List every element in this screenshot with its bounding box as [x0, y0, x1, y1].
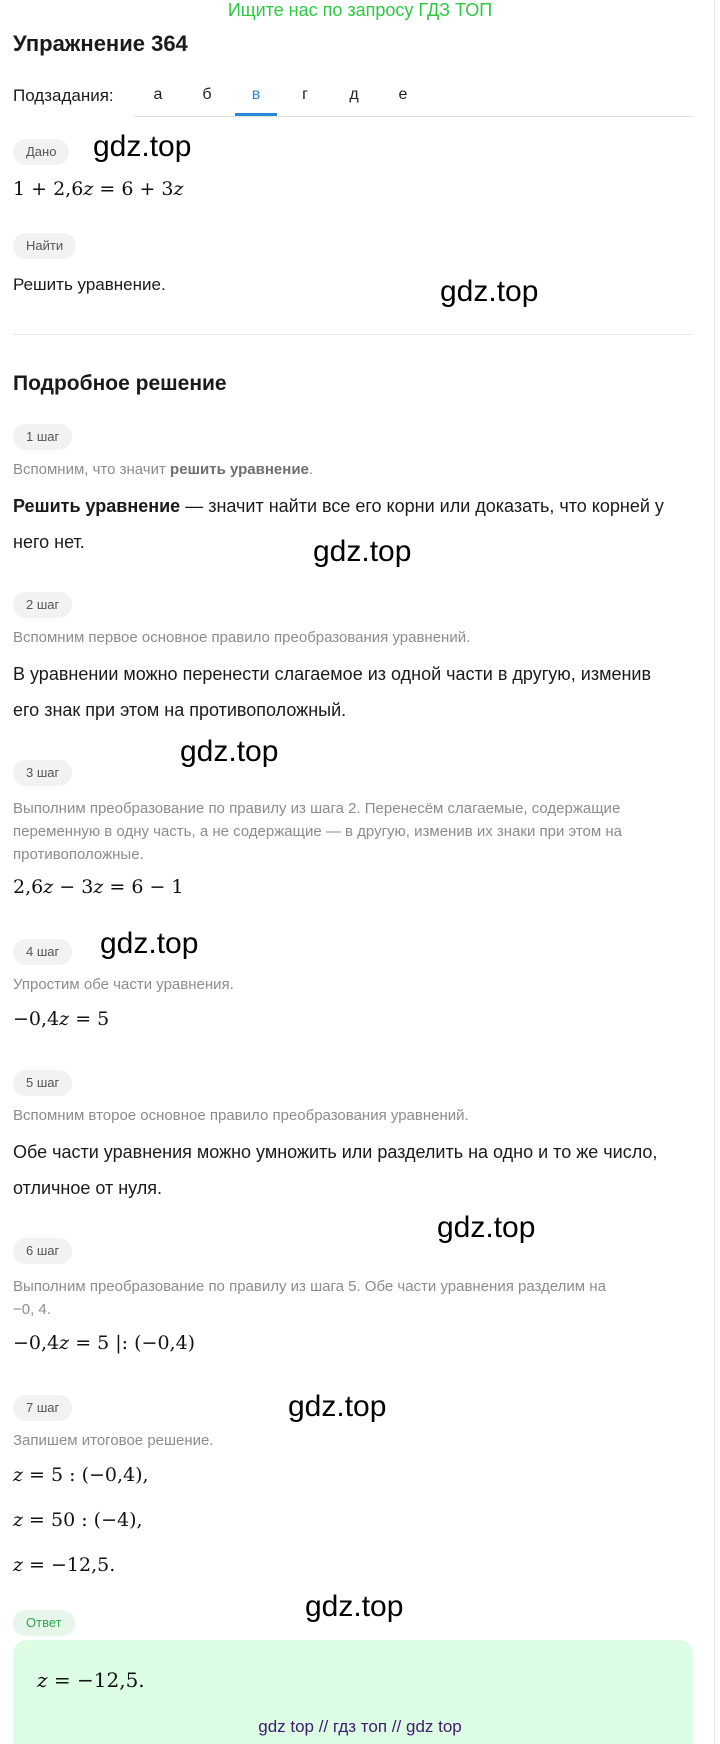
page-right-border [714, 0, 715, 1744]
footer-links [0, 1717, 720, 1737]
footer-link-1[interactable]: gdz top [258, 1717, 314, 1736]
step-3-equation: 2,6z − 3z = 6 − 1 [13, 876, 184, 898]
solution-title: Подробное решение [13, 372, 227, 395]
promo-banner[interactable]: Ищите нас по запросу ГДЗ ТОП [227, 0, 493, 20]
step-6-note: Выполним преобразование по правилу из шага 5. Обе части уравнения разделим на −0, 4. [13, 1278, 606, 1318]
active-tab-indicator [235, 113, 277, 116]
step-4-note: Упростим обе части уравнения. [13, 976, 234, 993]
step-1-note: Вспомним, что значит решить уравнение. [13, 461, 314, 478]
tab-v[interactable]: в [251, 86, 261, 103]
step-1-body: Решить уравнение — значит найти все его корни или доказать, что корней у него нет. [13, 496, 664, 552]
footer-separator: // [318, 1717, 329, 1736]
watermark: gdz.top [288, 1390, 387, 1423]
subtask-tabs [134, 80, 694, 117]
step-5-badge: 5 шаг [13, 1070, 72, 1096]
footer-separator: // [391, 1717, 402, 1736]
step-2-note: Вспомним первое основное правило преобразования уравнений. [13, 629, 471, 646]
tab-g[interactable]: г [302, 86, 308, 103]
step-7-equation-2: z = 50 : (−4), [13, 1509, 143, 1531]
footer-link-3[interactable]: gdz top [405, 1717, 462, 1736]
step-5-body: Обе части уравнения можно умножить или разделить на одно и то же число, отличное от нуля. [13, 1142, 658, 1198]
step-3-note: Выполним преобразование по правилу из шага 2. Перенесём слагаемые, содержащие переменную в одну часть, а не содержащие — в другую, изменив их знаки при этом на противоположные. [13, 800, 622, 863]
watermark: gdz.top [100, 927, 199, 960]
step-3-badge: 3 шаг [13, 760, 72, 786]
footer-link-2[interactable]: гдз топ [332, 1717, 388, 1736]
find-text: Решить уравнение. [13, 275, 166, 294]
tab-b[interactable]: б [202, 86, 212, 103]
step-4-badge: 4 шаг [13, 939, 72, 965]
step-5-note: Вспомним второе основное правило преобразования уравнений. [13, 1107, 469, 1124]
watermark: gdz.top [437, 1211, 536, 1244]
watermark: gdz.top [180, 735, 279, 768]
tab-e[interactable]: е [398, 86, 408, 103]
watermark: gdz.top [313, 535, 412, 568]
watermark: gdz.top [93, 130, 192, 163]
step-7-note: Запишем итоговое решение. [13, 1432, 214, 1449]
step-2-body: В уравнении можно перенести слагаемое из одной части в другую, изменив его знак при этом на противоположный. [13, 664, 652, 720]
given-badge: Дано [13, 139, 69, 165]
tab-d[interactable]: д [349, 86, 359, 103]
given-equation: 1 + 2,6z = 6 + 3z [13, 178, 184, 200]
subtasks-label: Подзадания: [13, 86, 114, 105]
answer-equation: z = −12,5. [37, 1668, 145, 1692]
tab-a[interactable]: а [153, 86, 163, 103]
step-2-badge: 2 шаг [13, 592, 72, 618]
step-1-badge: 1 шаг [13, 424, 72, 450]
find-badge: Найти [13, 233, 76, 259]
step-7-equation-3: z = −12,5. [13, 1554, 116, 1576]
step-7-equation-1: z = 5 : (−0,4), [13, 1464, 149, 1486]
step-6-badge: 6 шаг [13, 1238, 72, 1264]
section-divider [13, 334, 693, 335]
watermark: gdz.top [440, 275, 539, 308]
answer-badge: Ответ [13, 1610, 75, 1636]
step-7-badge: 7 шаг [13, 1395, 72, 1421]
page-title: Упражнение 364 [13, 31, 188, 56]
watermark: gdz.top [305, 1590, 404, 1623]
step-6-equation: −0,4z = 5 |: (−0,4) [13, 1332, 196, 1354]
step-4-equation: −0,4z = 5 [13, 1008, 110, 1030]
